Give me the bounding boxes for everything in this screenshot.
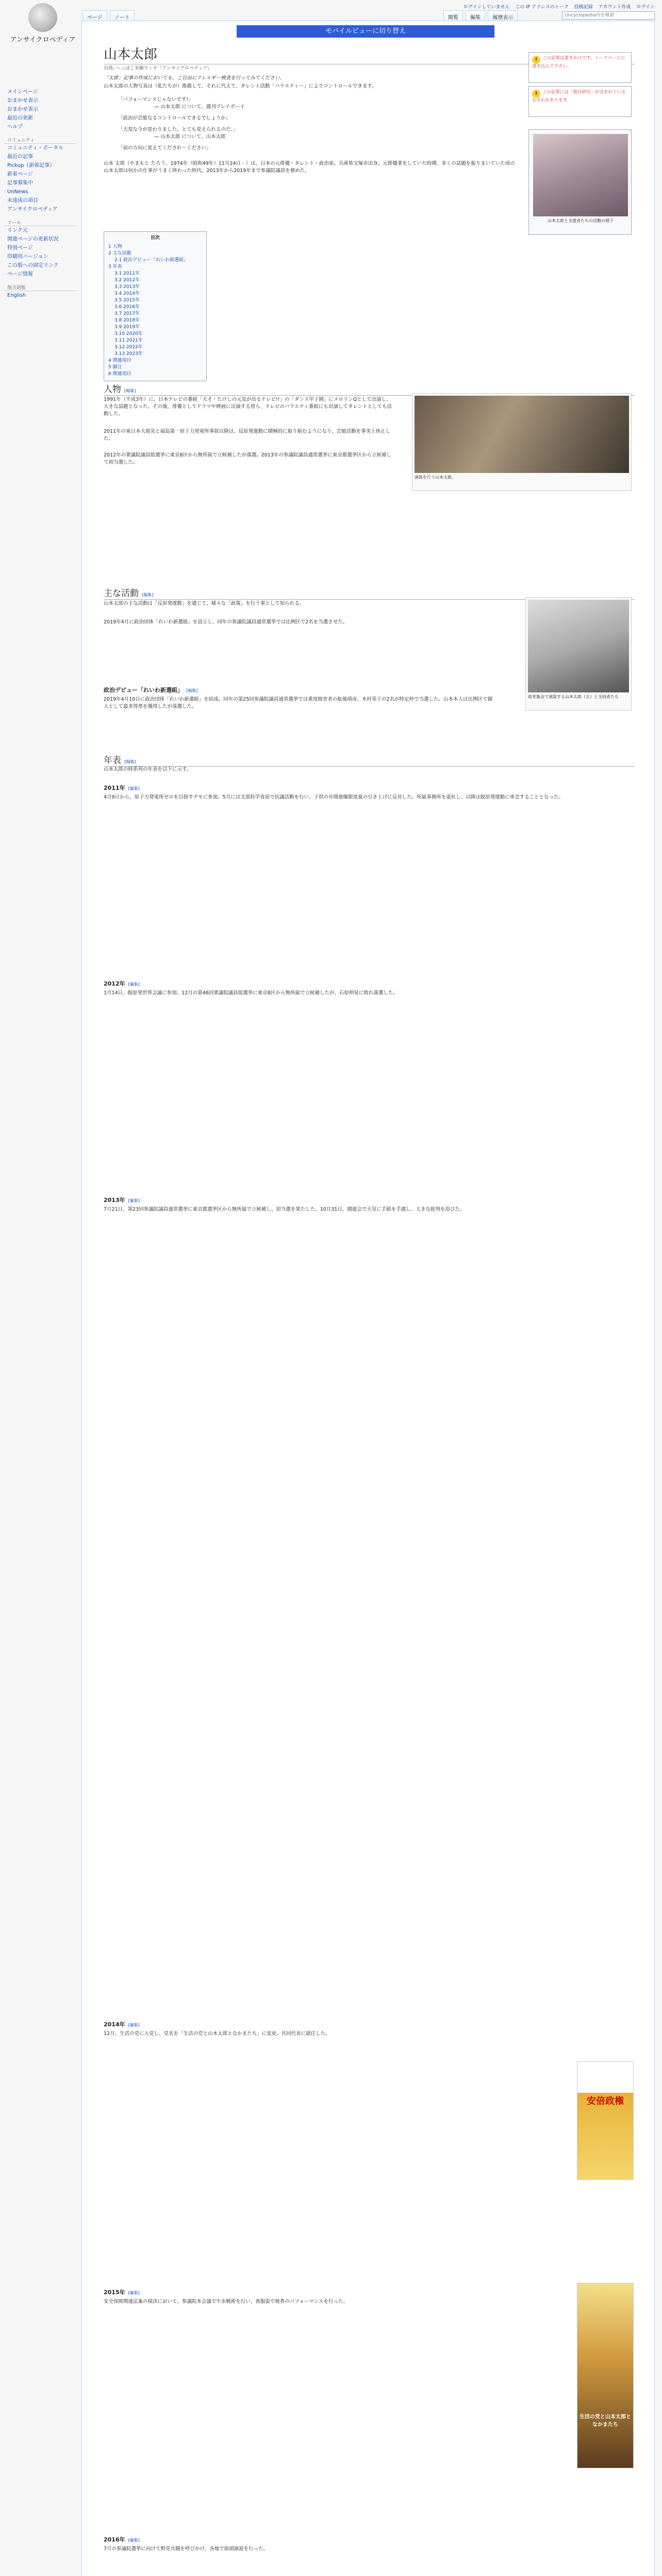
stub-notice-text: この記事は書きかけです。トークページに書き込んで下さい。	[532, 56, 625, 69]
page-title: 山本太郎	[104, 44, 635, 64]
year-text-2013: 7月21日、第23回参議院議員通常選挙に東京都選挙区から無所属で立候補し、初当選を果たした。10月31日、園遊会で天皇に手紙を手渡し、大きな批判を浴びた。	[104, 1207, 465, 1212]
toc-item[interactable]: 3.6 2016年	[114, 304, 140, 310]
toc-item[interactable]: 3.8 2018年	[114, 318, 140, 323]
edit-link[interactable]: [編集]	[128, 2538, 140, 2543]
toc-item[interactable]: 2.1 政治デビュー「れいわ新選組」	[114, 258, 189, 263]
toc-item[interactable]: 3.1 2011年	[114, 271, 140, 276]
year-text-2014: 12月、生活の党に入党し、党名を「生活の党と山本太郎となかまたち」に変更。共同代表に就任した。	[104, 2031, 330, 2037]
stub-notice	[528, 52, 632, 83]
year-text-2012: 1月14日、脱原発世界会議に参加。12月の第46回衆議院議員総選挙に東京8区から無所属で立候補したが、石原伸晃に敗れ落選した。	[104, 990, 398, 996]
top-bar	[0, 0, 662, 20]
toc-item[interactable]: 6 関連項目	[108, 371, 131, 377]
intro-line: 山本太郎の人物写真は（私たちが）推薦して、それに代えて、タレント活動「バラエティー」によりコントロールできます。	[104, 83, 377, 89]
year-label: 2016年	[104, 2536, 125, 2543]
research-notice-text: この記事には「独自研究」が含まれているおそれがあります。	[532, 90, 626, 103]
sidebar-item-special[interactable]: 特別ページ	[7, 245, 33, 251]
toc-item[interactable]: 3.12 2022年	[114, 345, 143, 350]
section-timeline	[104, 753, 635, 767]
toc-list	[108, 244, 202, 378]
edit-link[interactable]: [編集]	[128, 2291, 140, 2295]
search-input[interactable]: Uncyclopedia内を検索	[562, 11, 655, 20]
personal-tools	[459, 3, 655, 10]
year-text-2016: 7月の参議院選挙に向けて野党共闘を呼びかけ、各地で街頭演説を行った。	[104, 2546, 269, 2552]
toc-item[interactable]: 4 関連項目	[108, 358, 131, 363]
subsection-party-heading: 政治デビュー「れいわ新選組」	[104, 687, 183, 693]
infobox-caption: 山本太郎と支援者たちの活動の様子	[548, 218, 614, 223]
year-heading-2011	[104, 784, 140, 792]
sidebar-item-wanted[interactable]: 記事募集中	[7, 180, 33, 186]
main-content	[81, 21, 655, 2576]
warning-icon: !	[532, 56, 540, 64]
sidebar-item-new-pages[interactable]: 新着ページ	[7, 172, 33, 177]
person-photo-frame	[412, 393, 632, 491]
year-text-2011: 4月9日から、原子力発電所ゼロを目指すデモに参加。5月には文部科学省前で抗議活動を行い、子供の年間被曝限度量の引き上げに反対した。所属事務所を退社し、以降は脱原発運動に専念することとなった。	[104, 794, 564, 800]
year-heading-2012	[104, 979, 140, 988]
toc-item[interactable]: 3.2 2012年	[114, 278, 140, 283]
tab-talk[interactable]: ノート	[110, 10, 135, 23]
sidebar-item-print[interactable]: 印刷用バージョン	[7, 254, 48, 260]
sidebar	[4, 88, 76, 300]
toc-item[interactable]: 3 年表	[108, 264, 122, 269]
poster-abe-text: 安倍政権	[587, 2096, 624, 2107]
sidebar-item-main[interactable]: メインページ	[7, 89, 38, 95]
activities-paragraph-2: 2019年4月に政治団体「れいわ新選組」を設立し、同年の参議院議員通常選挙では比例区で2名を当選させた。	[104, 619, 348, 625]
year-heading-2013	[104, 1196, 140, 1204]
toc-item[interactable]: 3.3 2013年	[114, 284, 140, 290]
edit-link[interactable]: [編集]	[128, 786, 140, 791]
edit-link[interactable]: [編集]	[186, 688, 198, 693]
year-label: 2011年	[104, 785, 125, 791]
sidebar-item-help[interactable]: ヘルプ	[7, 124, 23, 130]
year-heading-2016	[104, 2535, 140, 2544]
year-label: 2012年	[104, 980, 125, 987]
person-paragraph-1: 1991年（平成3年）に、日本テレビの番組「天才・たけしの元気が出るテレビ!!」の「ダンス甲子園」にメロリンQとして出演し、大きな話題となった。その後、俳優としてドラマや映画に出演する傍ら、テレビのバラエティ番組にも出演してタレントとしても活動した。	[104, 397, 392, 417]
quote-1-attrib: — 山本太郎 について、週刊プレイボーイ	[154, 104, 245, 110]
year-heading-2014	[104, 2020, 140, 2028]
section-person-heading: 人物	[104, 384, 121, 394]
sidebar-item-permalink[interactable]: この版への固定リンク	[7, 263, 59, 268]
sidebar-item-recent[interactable]: 最近の更新	[7, 115, 33, 121]
poster-seikatsu-text: 生活の党と山本太郎となかまたち	[580, 2414, 631, 2428]
edit-link[interactable]: [編集]	[124, 759, 136, 764]
warning-icon: !	[532, 90, 540, 98]
toc-item[interactable]: 3.10 2020年	[114, 331, 143, 336]
mobile-view-button[interactable]: モバイルビューに切り替え	[237, 25, 494, 38]
edit-link[interactable]: [編集]	[128, 982, 140, 987]
section-timeline-heading: 年表	[104, 755, 121, 765]
activities-photo[interactable]	[528, 600, 629, 692]
sidebar-heading-tools: ツール	[4, 219, 76, 226]
tab-history[interactable]: 履歴表示	[488, 10, 518, 23]
poster-seikatsu[interactable]	[577, 2283, 634, 2468]
subsection-party	[104, 686, 197, 694]
sidebar-item-recent-articles[interactable]: 最近の記事	[7, 154, 33, 160]
infobox-photo[interactable]	[533, 134, 628, 216]
personal-talk-link[interactable]: この IP アドレスのトーク	[515, 5, 569, 10]
sidebar-item-unfinished[interactable]: 未達成の項目	[7, 198, 38, 204]
sidebar-item-portal[interactable]: コミュニティ・ポータル	[7, 145, 63, 151]
year-text-2015: 安全保障関連法案の採決において、参議院本会議で牛歩戦術を行い、喪服姿で焼香のパフォーマンスを行った。	[104, 2299, 349, 2304]
timeline-intro: 山本太郎の時系列の年表を以下に示す。	[104, 767, 192, 772]
toc-item[interactable]: 1 人物	[108, 244, 122, 249]
activities-photo-caption: 政党集会で演説する山本太郎（左）と支持者たち	[528, 694, 619, 699]
quote-3: 「大変な今が変わりました。とても変えられるのだ。」	[118, 127, 238, 132]
party-paragraph: 2019年4月10日に政治団体「れいわ新選組」を結成。同年の第25回参議院議員通常選挙では重度障害者の舩後靖彦、木村英子の2名が特定枠で当選した。山本本人は比例区で個人として最多得票を獲得したが落選した。	[104, 697, 492, 709]
tab-edit[interactable]: 編集	[466, 10, 485, 23]
toc-title: 目次	[150, 235, 160, 241]
sidebar-item-random-2[interactable]: おまかせ表示	[7, 107, 38, 112]
research-notice	[528, 86, 632, 117]
tab-page[interactable]: ページ	[82, 10, 107, 23]
sidebar-heading-community: コミュニティ	[4, 137, 76, 144]
sidebar-item-whatlinkshere[interactable]: リンク元	[7, 228, 28, 233]
activities-paragraph-1: 山本太郎の主な活動は「反原発運動」を通じて、様々な「政策」を行う事として知られる。	[104, 601, 305, 606]
site-logo[interactable]	[4, 3, 81, 80]
site-name: アンサイクロペディア	[10, 36, 76, 44]
person-photo[interactable]	[415, 396, 629, 473]
poster-abe[interactable]	[577, 2061, 634, 2180]
person-paragraph-2: 2011年の東日本大震災と福島第一原子力発電所事故以降は、反原発運動に積極的に取り組むようになり、芸能活動を事実上休止した。	[104, 429, 391, 442]
personal-not-logged-in: ログインしていません	[463, 5, 510, 10]
sidebar-item-related-changes[interactable]: 関連ページの更新状況	[7, 236, 59, 242]
quote-2: 「政治が芸能なるコントロールできるでしょうか」	[118, 115, 231, 121]
toc-item[interactable]: 3.13 2023年	[114, 351, 143, 357]
lead-paragraph: 山本 太郎（やまもと たろう、1974年（昭和49年）11月24日 - ）は、日本の元俳優・タレント・政治家。兵庫県宝塚市出身。元俳優業をしていた時期、多くの話題を振りまいていた頃の山本太郎は何かの仕事がうまく終わった時代、2013年から2019年まで参議院議員を務めた。	[104, 161, 515, 174]
toc-item[interactable]: 2 主な活動	[108, 251, 131, 256]
sidebar-item-random[interactable]: おまかせ表示	[7, 98, 38, 104]
login-link[interactable]: ログイン	[636, 5, 655, 10]
personal-contributions-link[interactable]: 投稿記録	[574, 5, 593, 10]
sidebar-item-unnews[interactable]: UnNews	[7, 189, 28, 195]
person-photo-caption: 演説を行う山本太郎。	[415, 475, 456, 480]
toc-item[interactable]: 3.9 2019年	[114, 325, 140, 330]
quote-1: 「パフォーマンスじゃないです!」	[118, 97, 193, 103]
activities-photo-frame	[525, 597, 632, 710]
year-heading-2015	[104, 2288, 140, 2296]
toc-item[interactable]: 5 脚注	[108, 365, 122, 370]
year-label: 2014年	[104, 2021, 125, 2028]
sidebar-heading-languages: 他言語版	[4, 284, 76, 291]
infobox	[528, 129, 632, 235]
table-of-contents	[104, 231, 207, 381]
potato-globe-icon	[28, 3, 57, 32]
edit-link[interactable]: [編集]	[128, 2023, 140, 2027]
edit-link[interactable]: [編集]	[124, 388, 136, 393]
sidebar-item-about[interactable]: アンサイクロペディア	[7, 207, 58, 212]
create-account-link[interactable]: アカウント作成	[598, 5, 631, 10]
edit-link[interactable]: [編集]	[128, 1198, 140, 1203]
year-label: 2013年	[104, 1197, 125, 1204]
toc-item[interactable]: 3.11 2021年	[114, 338, 143, 343]
quote-3-attrib: — 山本太郎 について、山本太郎	[154, 134, 226, 140]
person-paragraph-3: 2012年の衆議院議員総選挙に東京8区から無所属で立候補したが落選。2013年の参議院議員通常選挙に東京都選挙区から立候補して初当選した。	[104, 452, 391, 465]
year-label: 2015年	[104, 2289, 125, 2296]
toc-item[interactable]: 3.5 2015年	[114, 298, 140, 303]
toc-item[interactable]: 3.4 2014年	[114, 291, 140, 296]
toc-item[interactable]: 3.7 2017年	[114, 311, 140, 316]
sidebar-item-info[interactable]: ページ情報	[7, 272, 33, 277]
intro-italic: 「太郎」記事の作成においても、ご自由にアレルギー検査を行ってみてください。	[104, 75, 285, 81]
edit-link[interactable]: [編集]	[142, 592, 154, 597]
sidebar-item-pickup[interactable]: Pickup（新着記事）	[7, 163, 55, 168]
page-source: 出典: へっぽこ実験ウィキ『アンサイクロペディア』	[104, 66, 212, 71]
sidebar-item-english[interactable]: English	[7, 293, 26, 298]
section-activities-heading: 主な活動	[104, 588, 139, 598]
quote-4: 「前の方向に変えてくだされ〜ください」	[118, 145, 211, 151]
tab-read[interactable]: 閲覧	[443, 10, 463, 23]
